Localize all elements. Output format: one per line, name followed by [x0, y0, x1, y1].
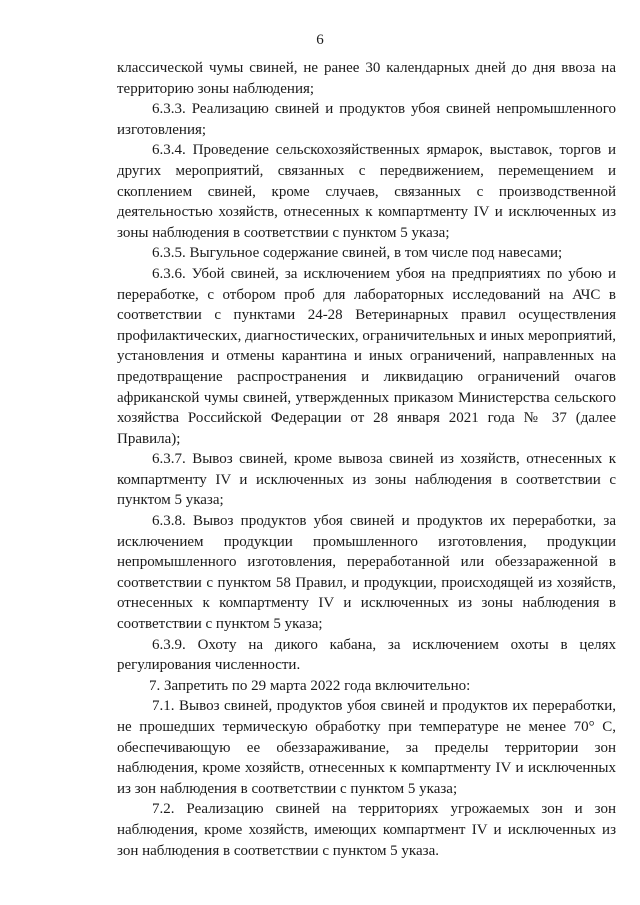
paragraph-6-3-5: 6.3.5. Выгульное содержание свиней, в том числе под навесами;	[152, 245, 563, 262]
document-body	[117, 58, 616, 861]
paragraph-6-3-7: 6.3.7. Вывоз свиней, кроме вывоза свиней из хозяйств, отнесенных к компартменту IV и исключенных из зоны наблюдения в соответствии с пунктом 5 указа;	[117, 451, 616, 509]
paragraph-6-3-8: 6.3.8. Вывоз продуктов убоя свиней и продуктов их переработки, за исключением продукции промышленного изготовления, продукции непромышленного изготовления, переработанной или обеззараженной в соответствии с пунктом 58 Правил, и продукции, происходящей из хозяйств, отнесенных к компартменту IV и исключенных из зоны наблюдения в соответствии с пунктом 5 указа;	[117, 513, 616, 633]
paragraph-7-1: 7.1. Вывоз свиней, продуктов убоя свиней и продуктов их переработки, не прошедших термическую обработку при температуре не менее 70° С, обеспечивающую ее обеззараживание, за пределы территории зон наблюдения, кроме хозяйств, отнесенных к компартменту IV и исключенных из зон наблюдения в соответствии с пунктом 5 указа;	[117, 698, 616, 797]
paragraph-6-3-4: 6.3.4. Проведение сельскохозяйственных ярмарок, выставок, торгов и других мероприятий, связанных с передвижением, перемещением и скоплением свиней, кроме случаев, связанных с производственной деятельностью хозяйств, отнесенных к компартменту IV и исключенных из зоны наблюдения в соответствии с пунктом 5 указа;	[117, 142, 616, 241]
paragraph-6-3-6: 6.3.6. Убой свиней, за исключением убоя на предприятиях по убою и переработке, с отбором проб для лабораторных исследований на АЧС в соответствии с пунктами 24-28 Ветеринарных правил осуществления профилактических, диагностических, ограничительных и иных мероприятий, установления и отмены карантина и иных ограничений, направленных на предотвращение распространения и ликвидацию ограничений очагов африканской чумы свиней, утвержденных приказом Министерства сельского хозяйства Российской Федерации от 28 января 2021 года № 37 (далее Правила);	[117, 265, 616, 447]
page-number: 6	[316, 32, 324, 48]
paragraph-6-3-9: 6.3.9. Охоту на дикого кабана, за исключением охоты в целях регулирования численности.	[117, 636, 616, 674]
paragraph-6-3-3: 6.3.3. Реализацию свиней и продуктов убоя свиней непромышленного изготовления;	[117, 101, 616, 138]
paragraph-7-2: 7.2. Реализацию свиней на территориях угрожаемых зон и зон наблюдения, кроме хозяйств, имеющих компартмент IV и исключенных из зон наблюдения в соответствии с пунктом 5 указа.	[117, 801, 616, 859]
paragraph-continuation: классической чумы свиней, не ранее 30 календарных дней до дня ввоза на территорию зоны наблюдения;	[117, 60, 616, 97]
paragraph-7: 7. Запретить по 29 марта 2022 года включительно:	[149, 677, 471, 694]
